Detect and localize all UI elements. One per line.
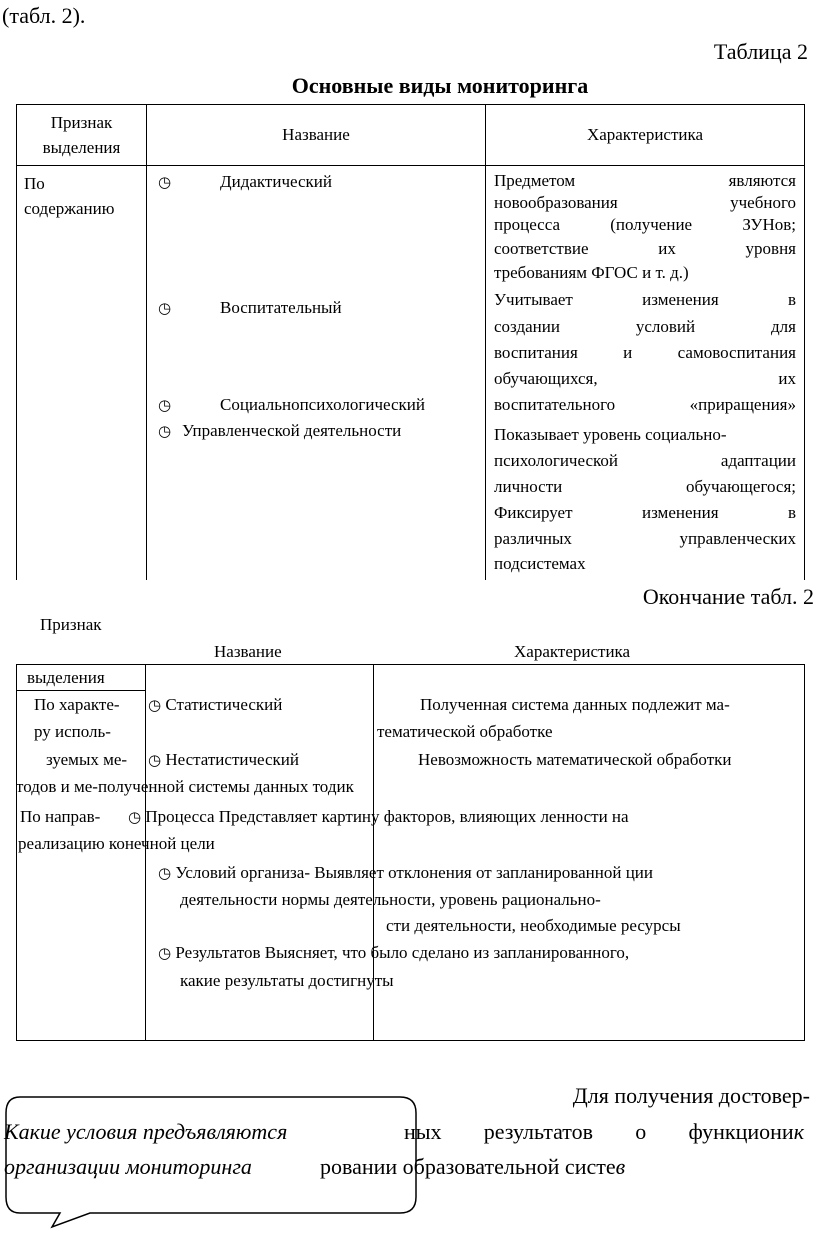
char-line: личности обучающегося; xyxy=(494,477,796,496)
list-item: ◷ Результатов Выясняет, что было сделано из запланированного, xyxy=(158,943,630,962)
header-characteristic: Характеристика xyxy=(514,642,631,661)
header-name: Название xyxy=(282,125,350,144)
continuation-label: Окончание табл. 2 xyxy=(642,584,814,609)
cont-line: Невозможность математической обработки xyxy=(418,750,732,769)
body-text-line1: Для получения достовер- xyxy=(572,1083,810,1108)
char-line: новообразования учебного xyxy=(494,193,796,212)
cont-line: зуемых ме- xyxy=(46,750,128,769)
cont-line: По характе- xyxy=(34,695,120,714)
clock-icon: ◷ xyxy=(158,173,172,191)
list-item: ◷ Воспитательный xyxy=(158,298,342,317)
list-item: ◷ Статистический xyxy=(148,695,283,714)
callout-question-line1: Какие условия предъявляются xyxy=(4,1119,288,1144)
table-label: Таблица 2 xyxy=(713,39,808,64)
cont-line: какие результаты достигнуты xyxy=(180,971,394,990)
char-line: различных управленческих xyxy=(494,529,796,548)
list-item: ◷ Процесса Представляет картину факторов, влияющих ленности на xyxy=(128,807,629,826)
clock-icon: ◷ xyxy=(158,396,172,414)
cont-line: тематической обработке xyxy=(377,722,553,741)
char-line: воспитания и самовоспитания xyxy=(494,343,796,362)
cont-line: деятельности нормы деятельности, уровень рационально- xyxy=(180,890,601,909)
list-item: ◷ Условий организа- Выявляет отклонения от запланированной ции xyxy=(158,863,653,882)
header-sign-line1: Признак xyxy=(50,113,113,132)
char-line: Предметом являются xyxy=(494,171,796,190)
char-line: обучающихся, их xyxy=(494,369,796,388)
clock-icon: ◷ xyxy=(128,808,142,826)
char-line: требованиям ФГОС и т. д.) xyxy=(494,263,689,282)
body-text-line2: ных результатов о функционик xyxy=(404,1119,804,1144)
list-item: ◷ Социальнопсихологический xyxy=(158,395,426,414)
header-sign-line2: выделения xyxy=(42,138,121,157)
header-sign-line1: Признак xyxy=(40,615,102,634)
clock-icon: ◷ xyxy=(158,864,172,882)
clock-icon: ◷ xyxy=(158,422,172,440)
body-text-line3: ровании образовательной систев xyxy=(320,1154,626,1179)
char-line: Фиксирует изменения в xyxy=(494,503,796,522)
char-line: подсистемах xyxy=(494,554,586,573)
char-line: Учитывает изменения в xyxy=(494,290,796,309)
cont-line: По направ- xyxy=(20,807,101,826)
list-item: ◷ Дидактический xyxy=(158,172,332,191)
cont-line: сти деятельности, необходимые ресурсы xyxy=(386,916,681,935)
cont-line: ру исполь- xyxy=(34,722,111,741)
header-characteristic: Характеристика xyxy=(586,125,704,144)
cont-line: реализацию конечной цели xyxy=(18,834,215,853)
clock-icon: ◷ xyxy=(158,944,172,962)
cont-line: тодов и ме-полученной системы данных тодик xyxy=(16,777,354,796)
list-item: ◷ Нестатистический xyxy=(148,750,299,769)
row-sign-line1: По xyxy=(24,174,45,193)
char-line: соответствие их уровня xyxy=(494,239,796,258)
char-line: Показывает уровень социально- xyxy=(494,425,727,444)
clock-icon: ◷ xyxy=(148,696,162,714)
list-item: ◷ Управленческой деятельности xyxy=(158,421,402,440)
char-line: воспитательного «приращения» xyxy=(494,395,796,414)
cont-line: Полученная система данных подлежит ма- xyxy=(420,695,730,714)
intro-text: (табл. 2). xyxy=(2,3,86,28)
char-line: создании условий для xyxy=(494,317,796,336)
callout-question-line2: организации мониторинга xyxy=(4,1154,252,1179)
clock-icon: ◷ xyxy=(148,751,162,769)
header-sign-line2: выделения xyxy=(27,668,105,687)
char-line: психологической адаптации xyxy=(494,451,796,470)
clock-icon: ◷ xyxy=(158,299,172,317)
row-sign-line2: содержанию xyxy=(24,199,115,218)
table-title: Основные виды мониторинга xyxy=(291,73,589,98)
header-name: Название xyxy=(214,642,282,661)
char-line: процесса (получение ЗУНов; xyxy=(494,215,796,234)
